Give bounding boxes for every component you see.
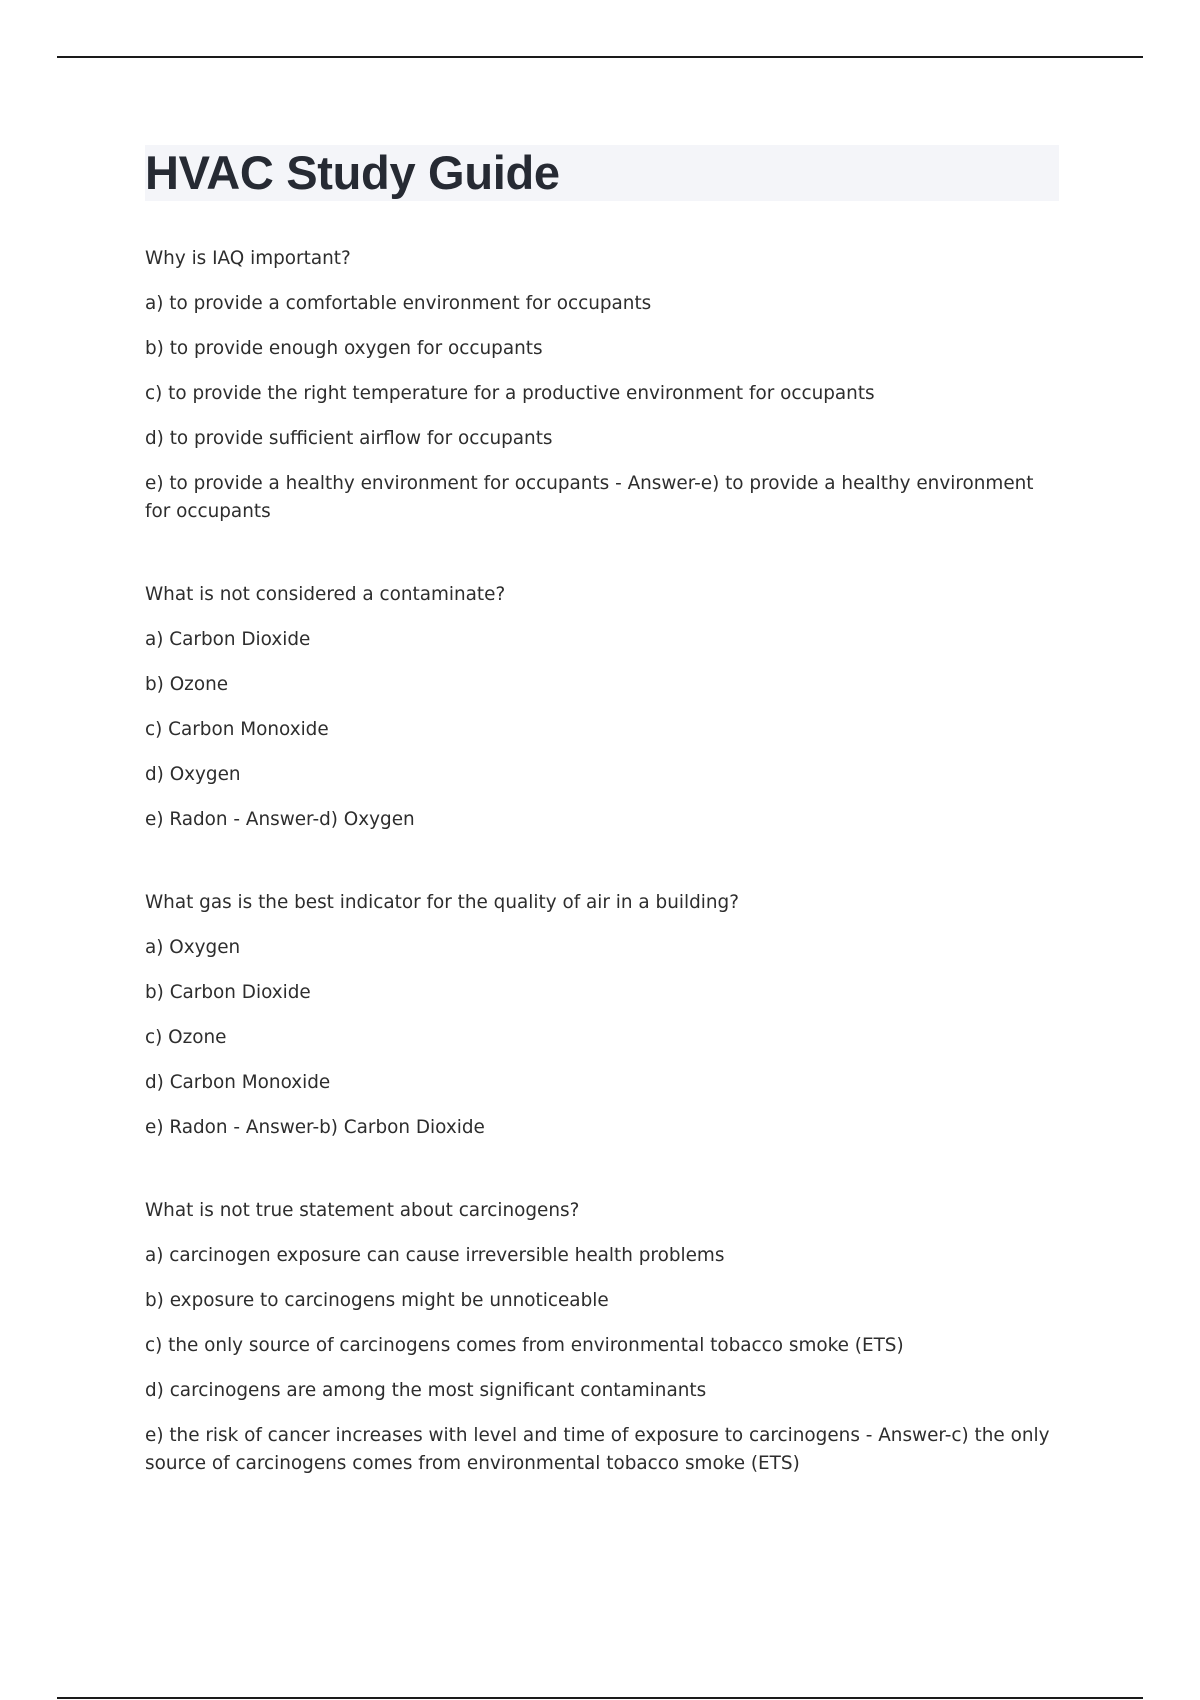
answer-option-c: c) Ozone — [145, 1027, 227, 1048]
answer-option-e: e) Radon - Answer-d) Oxygen — [145, 809, 415, 830]
question-block-1 — [145, 245, 1059, 526]
title-band — [145, 145, 1059, 201]
question-block-2 — [145, 581, 1059, 834]
answer-option-b: b) Carbon Dioxide — [145, 982, 311, 1003]
answer-option-d: d) to provide sufficient airflow for occupants — [145, 428, 553, 449]
question-block-4 — [145, 1197, 1059, 1478]
answer-option-c: c) to provide the right temperature for a productive environment for occupants — [145, 383, 875, 404]
answer-option-d: d) carcinogens are among the most significant contaminants — [145, 1380, 707, 1401]
question-text: What is not considered a contaminate? — [145, 584, 506, 605]
question-text: What gas is the best indicator for the quality of air in a building? — [145, 892, 739, 913]
document-title: HVAC Study Guide — [145, 146, 560, 199]
answer-option-c: c) Carbon Monoxide — [145, 719, 329, 740]
question-block-3 — [145, 889, 1059, 1142]
answer-option-a: a) Oxygen — [145, 937, 241, 958]
answer-option-d: d) Carbon Monoxide — [145, 1072, 331, 1093]
answer-option-a: a) to provide a comfortable environment for occupants — [145, 293, 652, 314]
answer-option-a: a) Carbon Dioxide — [145, 629, 311, 650]
document-body — [145, 145, 1059, 1478]
answer-option-e: e) to provide a healthy environment for occupants - Answer-e) to provide a healthy environment for occupants — [145, 473, 1034, 522]
answer-option-b: b) Ozone — [145, 674, 229, 695]
question-text: What is not true statement about carcinogens? — [145, 1200, 580, 1221]
answer-option-e: e) Radon - Answer-b) Carbon Dioxide — [145, 1117, 485, 1138]
top-rule — [57, 56, 1143, 58]
bottom-rule — [57, 1697, 1143, 1699]
answer-option-c: c) the only source of carcinogens comes from environmental tobacco smoke (ETS) — [145, 1335, 904, 1356]
answer-option-b: b) exposure to carcinogens might be unnoticeable — [145, 1290, 609, 1311]
answer-option-a: a) carcinogen exposure can cause irreversible health problems — [145, 1245, 725, 1266]
question-text: Why is IAQ important? — [145, 248, 351, 269]
answer-option-d: d) Oxygen — [145, 764, 241, 785]
answer-option-b: b) to provide enough oxygen for occupants — [145, 338, 543, 359]
answer-option-e: e) the risk of cancer increases with level and time of exposure to carcinogens - Answer-c) the only source of carcinogens comes from environmental tobacco smoke (ETS) — [145, 1425, 1050, 1474]
question-list — [145, 245, 1059, 1478]
